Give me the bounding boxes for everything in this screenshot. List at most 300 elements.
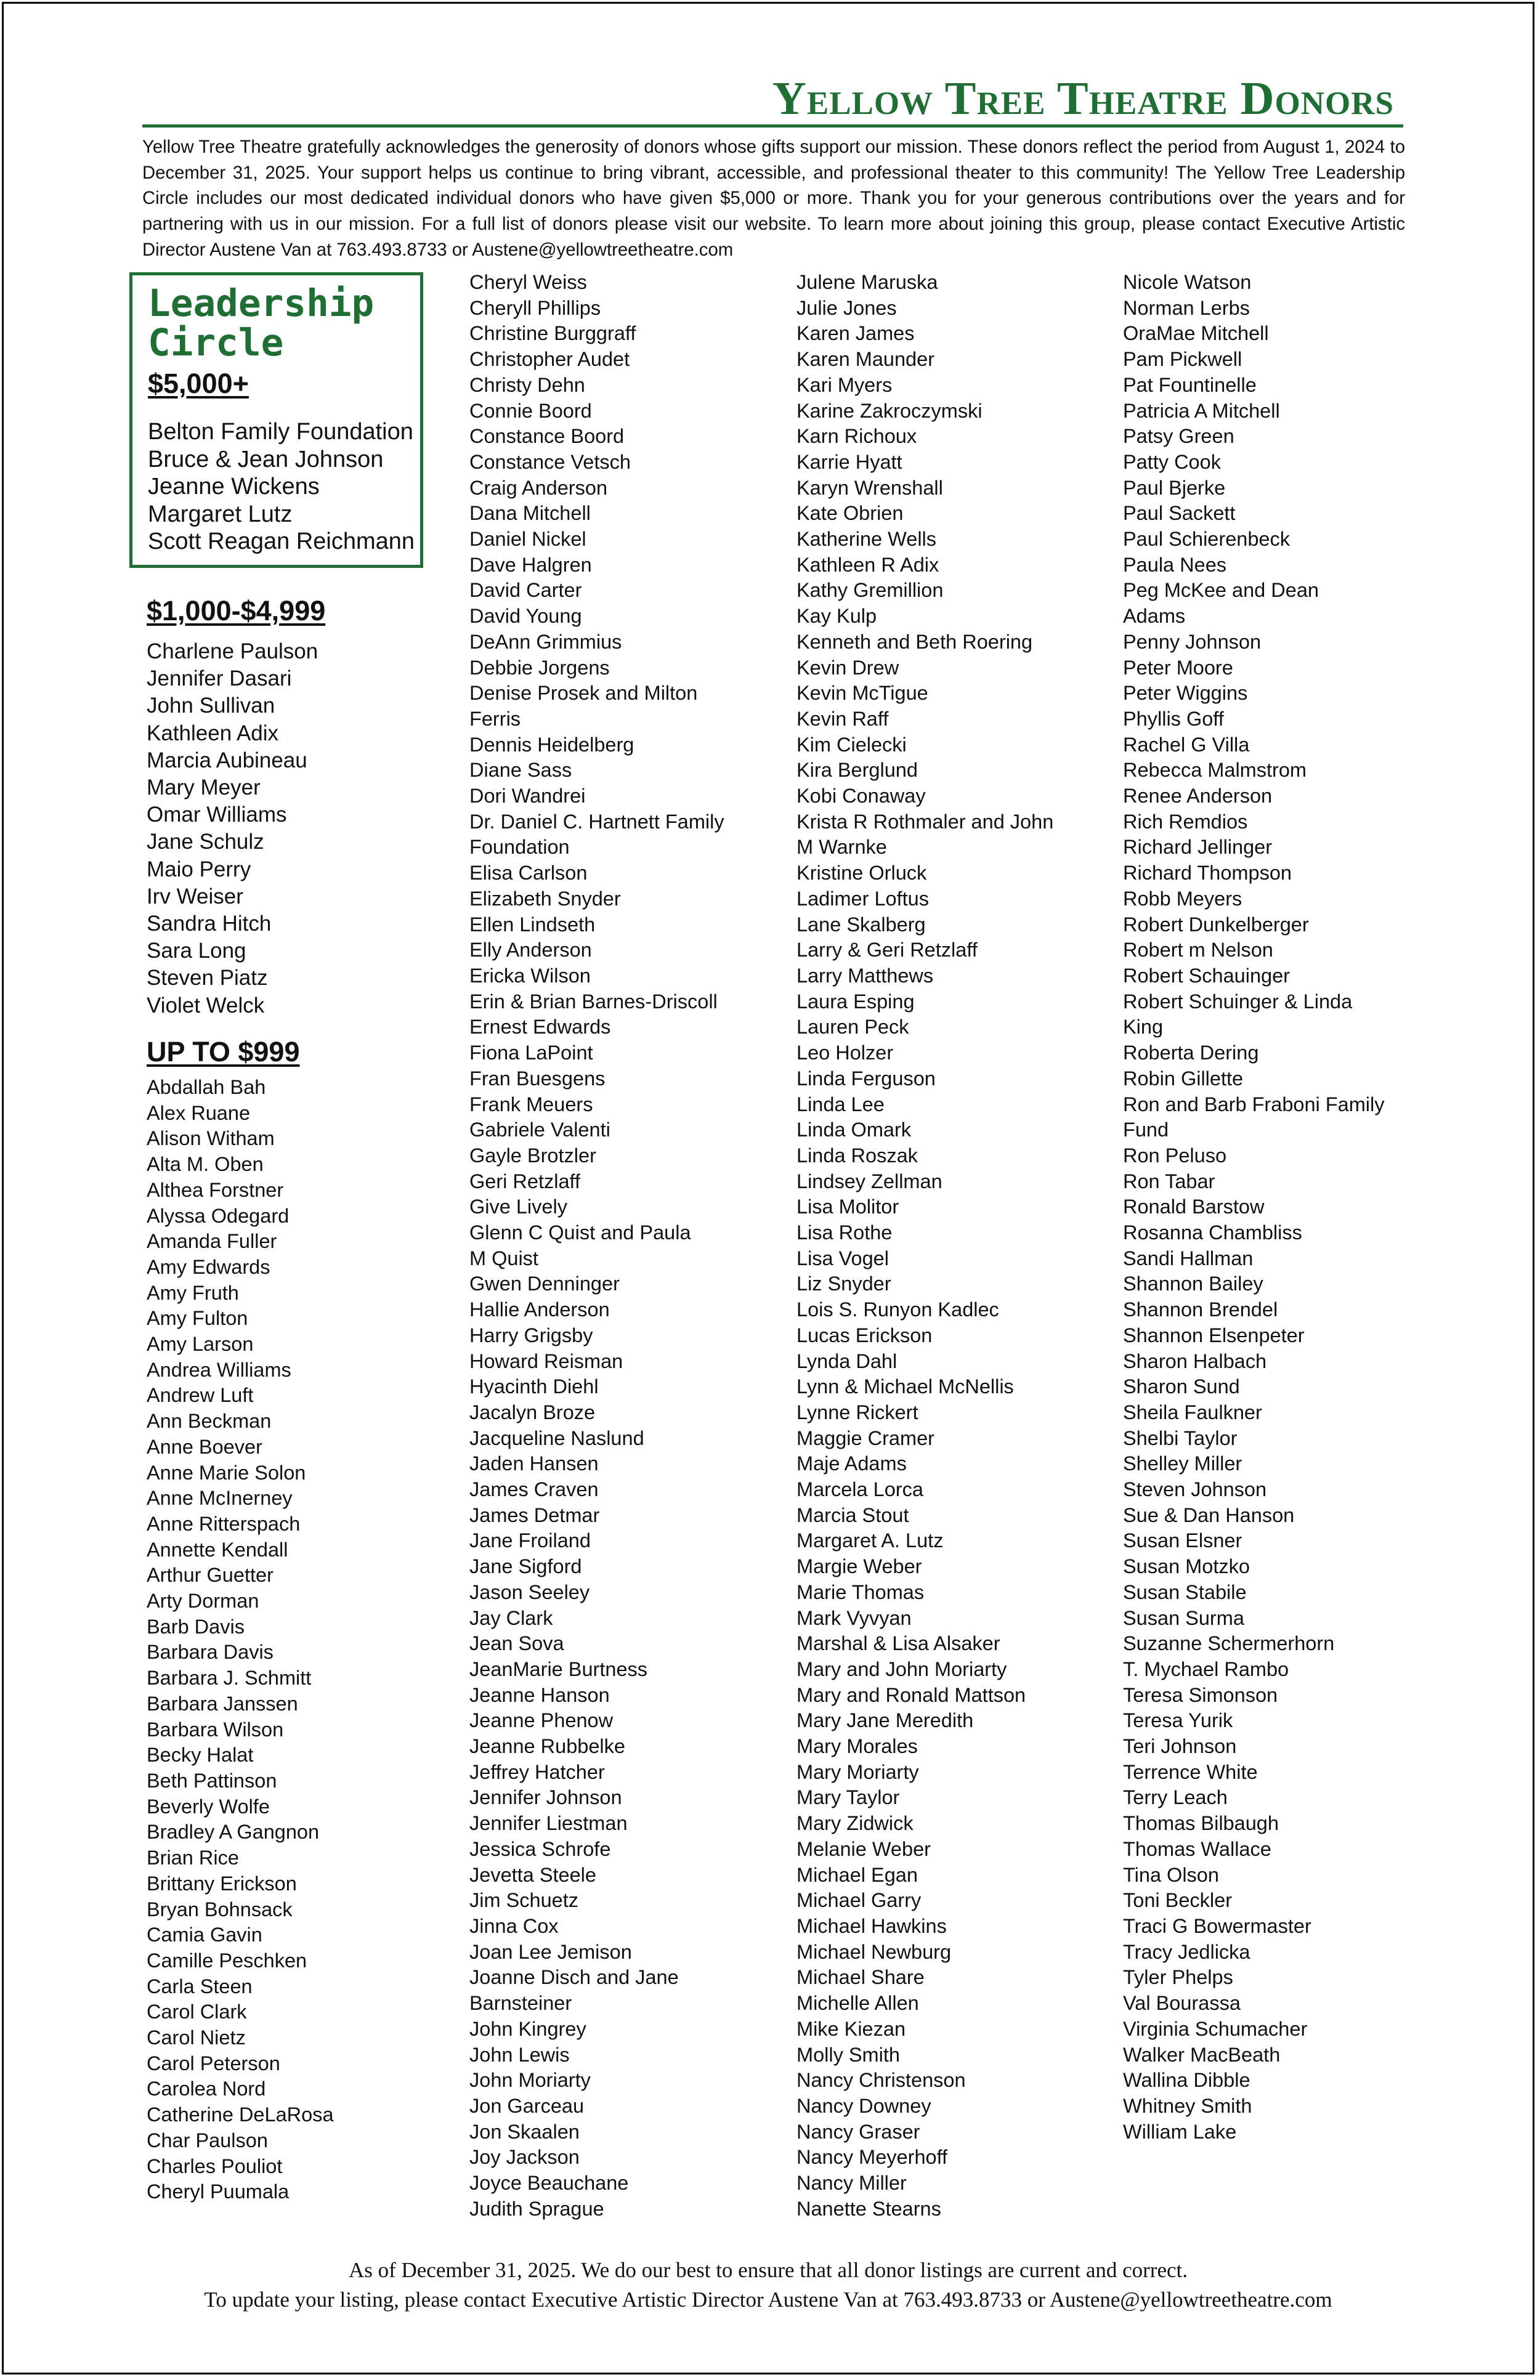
donor-name: Ernest Edwards (469, 1016, 611, 1038)
donor-name: Robert Schauinger (1123, 964, 1290, 987)
intro-paragraph: Yellow Tree Theatre gratefully acknowledges the generosity of donors whose gifts support our mission. These donors reflect the period from August 1, 2024 to December 31, 2025. Your support helps us continue to bring vibrant, accessible, and professional theater to this community! The Yellow Tree Leadership Circle includes our most dedicated individual donors who have given $5,000 or more. Thank you for your generous contributions over the years and for partnering with us in our mission. For a full list of donors please visit our website. To learn more about joining this group, please contact Executive Artistic Director Austene Van at 763.493.8733 or Austene@yellowtreetheatre.com (142, 137, 1405, 260)
donor-name: Kobi Conaway (796, 785, 926, 808)
donor-name: Bryan Bohnsack (147, 1898, 293, 1921)
donor-name: Kate Obrien (796, 502, 904, 525)
donor-name: Alyssa Odegard (147, 1204, 290, 1227)
donor-name: Terrence White (1123, 1760, 1258, 1783)
donor-name: Jennifer Dasari (147, 666, 292, 691)
donor-name: Ann Beckman (147, 1410, 272, 1433)
donor-name: Debbie Jorgens (469, 656, 610, 679)
leadership-circle-box (129, 272, 423, 568)
donor-name: Traci G Bowermaster (1123, 1915, 1311, 1937)
donor-name: DeAnn Grimmius (469, 630, 622, 653)
leadership-title-line2: Circle (148, 321, 284, 365)
donor-name: Kira Berglund (796, 759, 918, 782)
donor-name: Krista R Rothmaler and John (796, 810, 1054, 833)
donor-name: Joyce Beauchane (469, 2172, 629, 2195)
donor-name: Amanda Fuller (147, 1230, 277, 1253)
donor-name: Liz Snyder (796, 1273, 891, 1295)
donor-name: Patty Cook (1123, 450, 1221, 473)
donor-name: Peter Moore (1123, 656, 1233, 679)
donor-name: Robin Gillette (1123, 1067, 1244, 1090)
donor-name: Denise Prosek and Milton (469, 682, 698, 705)
donor-name: Norman Lerbs (1123, 296, 1250, 319)
donor-name: Tyler Phelps (1123, 1966, 1233, 1989)
donor-name: Andrea Williams (147, 1358, 291, 1381)
donor-name: Susan Elsner (1123, 1529, 1242, 1552)
donor-name: Marcela Lorca (796, 1478, 923, 1501)
donor-name: Paul Bjerke (1123, 476, 1226, 499)
donor-name: Hyacinth Diehl (469, 1375, 599, 1398)
donor-name: Sandra Hitch (147, 912, 272, 936)
donor-name: Arthur Guetter (147, 1564, 274, 1587)
donor-name: Amy Larson (147, 1333, 254, 1356)
donor-name: Kevin McTigue (796, 682, 928, 705)
donor-name: Gwen Denninger (469, 1273, 620, 1295)
donor-name: Jane Sigford (469, 1555, 582, 1578)
donor-name: Sandi Hallman (1123, 1247, 1254, 1269)
donor-name: Michael Newburg (796, 1940, 952, 1963)
donor-name: Alison Witham (147, 1127, 275, 1150)
donor-name: Nancy Christenson (796, 2069, 966, 2092)
donor-name: Ron and Barb Fraboni Family (1123, 1093, 1385, 1115)
donor-name: Ellen Lindseth (469, 913, 596, 936)
donor-name: Catherine DeLaRosa (147, 2103, 334, 2126)
donor-name: Scott Reagan Reichmann (148, 528, 415, 555)
donor-name: Ladimer Loftus (796, 887, 929, 910)
donor-name: Barbara J. Schmitt (147, 1667, 312, 1690)
donor-name: Judith Sprague (469, 2197, 604, 2220)
donor-name: Elly Anderson (469, 939, 592, 961)
tier-heading-5000: $5,000+ (148, 368, 249, 399)
donor-name: Jon Garceau (469, 2094, 585, 2117)
donor-name: Lisa Rothe (796, 1221, 893, 1244)
donor-name: Connie Boord (469, 399, 592, 422)
donor-name: Jaden Hansen (469, 1452, 599, 1475)
donor-name: Harry Grigsby (469, 1324, 593, 1346)
donor-name: Pat Fountinelle (1123, 373, 1257, 396)
donor-name: Diane Sass (469, 759, 572, 782)
donor-name: Geri Retzlaff (469, 1170, 581, 1192)
donor-name: Lindsey Zellman (796, 1170, 942, 1192)
donor-name: Althea Forstner (147, 1178, 284, 1201)
donor-name: Michael Egan (796, 1863, 918, 1886)
donor-name: Carol Nietz (147, 2026, 246, 2049)
tier-heading-1000: $1,000-$4,999 (147, 595, 326, 626)
donor-column-1 (147, 1075, 334, 2205)
donor-name: Paul Schierenbeck (1123, 528, 1290, 551)
donor-name: Marcia Stout (796, 1504, 909, 1526)
donor-column-2 (469, 270, 724, 2222)
donor-name: Erin & Brian Barnes-Driscoll (469, 990, 718, 1013)
donor-name: Constance Vetsch (469, 450, 631, 473)
donor-name: Lynne Rickert (796, 1401, 918, 1423)
page-title: Yellow Tree Theatre Donors (772, 73, 1394, 124)
donor-name: Val Bourassa (1123, 1992, 1241, 2015)
donor-name: Lucas Erickson (796, 1324, 933, 1346)
donor-name: Karrie Hyatt (796, 450, 902, 473)
donor-name: Robb Meyers (1123, 887, 1242, 910)
tier-heading-999: UP TO $999 (147, 1036, 300, 1067)
donor-name: Toni Beckler (1123, 1889, 1233, 1912)
donor-name: Arty Dorman (147, 1590, 259, 1613)
donor-name: Wallina Dibble (1123, 2069, 1250, 2092)
donor-name: Amy Fruth (147, 1281, 239, 1304)
donor-name: John Sullivan (147, 694, 275, 718)
donor-name: Patsy Green (1123, 425, 1234, 448)
donor-name: Amy Edwards (147, 1255, 270, 1278)
donor-name: Marshal & Lisa Alsaker (796, 1632, 1000, 1655)
donor-name: Mary Jane Meredith (796, 1709, 974, 1732)
donor-name: Carolea Nord (147, 2078, 266, 2100)
footer-line-1: As of December 31, 2025. We do our best to ensure that all donor listings are current and correct. (348, 2258, 1188, 2282)
donor-name: Lisa Vogel (796, 1247, 889, 1269)
donor-name: Mary Moriarty (796, 1760, 919, 1783)
donor-name: Margaret Lutz (148, 501, 293, 527)
donor-name: Glenn C Quist and Paula (469, 1221, 691, 1244)
donor-name: Robert Dunkelberger (1123, 913, 1309, 936)
donor-name: Howard Reisman (469, 1350, 623, 1372)
donor-name: Sheila Faulkner (1123, 1401, 1262, 1423)
donor-name: Fiona LaPoint (469, 1042, 593, 1064)
donor-name: Annette Kendall (147, 1538, 288, 1561)
donor-name: Peg McKee and Dean (1123, 579, 1319, 602)
donor-name: Amy Fulton (147, 1307, 248, 1330)
donor-name: Camille Peschken (147, 1949, 307, 1972)
donor-name: Jane Froiland (469, 1529, 591, 1552)
donor-name: Kathleen R Adix (796, 553, 939, 576)
donor-name: Robert m Nelson (1123, 939, 1273, 961)
donor-name: Ron Peluso (1123, 1144, 1227, 1167)
donor-name: Rich Remdios (1123, 810, 1248, 833)
donor-name: Richard Thompson (1123, 862, 1292, 884)
donor-name: Elizabeth Snyder (469, 887, 621, 910)
donor-name: Karen Maunder (796, 348, 935, 371)
donor-name: Bruce & Jean Johnson (148, 446, 384, 472)
donor-name: Molly Smith (796, 2043, 900, 2066)
donor-page (2, 2, 1534, 2374)
donor-name: David Carter (469, 579, 582, 602)
donor-name: Brittany Erickson (147, 1872, 297, 1895)
donor-name: Rosanna Chambliss (1123, 1221, 1302, 1244)
donor-name: Marcia Aubineau (147, 748, 307, 772)
donor-name: Dave Halgren (469, 553, 592, 576)
donor-name: Beth Pattinson (147, 1769, 277, 1792)
donor-name: Paula Nees (1123, 553, 1227, 576)
donor-name: Elisa Carlson (469, 862, 588, 884)
donor-name: Larry Matthews (796, 964, 934, 987)
donor-list-1000 (147, 638, 318, 1019)
donor-name: Thomas Bilbaugh (1123, 1812, 1279, 1835)
donor-name: Carol Clark (147, 2001, 247, 2023)
donor-name: Jon Skaalen (469, 2120, 580, 2143)
donor-name: Lane Skalberg (796, 913, 926, 936)
donor-name: Lois S. Runyon Kadlec (796, 1298, 999, 1321)
donor-name: Jennifer Liestman (469, 1812, 628, 1835)
donor-name: Adams (1123, 605, 1186, 628)
donor-name: Carol Peterson (147, 2052, 280, 2074)
donor-name: Maggie Cramer (796, 1427, 934, 1449)
donor-name: Mary Taylor (796, 1786, 900, 1809)
donor-name: Teri Johnson (1123, 1735, 1237, 1758)
donor-name: Barbara Davis (147, 1641, 274, 1664)
donor-name: Dori Wandrei (469, 785, 586, 808)
donor-name: Lisa Molitor (796, 1196, 899, 1218)
donor-name: Lynn & Michael McNellis (796, 1375, 1014, 1398)
donor-name: Katherine Wells (796, 528, 937, 551)
donor-name: Virginia Schumacher (1123, 2017, 1308, 2040)
donor-name: Nancy Meyerhoff (796, 2146, 948, 2169)
donor-name: Brian Rice (147, 1847, 239, 1869)
donor-name: OraMae Mitchell (1123, 322, 1269, 345)
donor-name: Cheryl Puumala (147, 2180, 290, 2203)
donor-name: Jeanne Rubbelke (469, 1735, 625, 1758)
donor-name: Suzanne Schermerhorn (1123, 1632, 1335, 1655)
donor-name: Cheryl Weiss (469, 271, 587, 293)
donor-name: Nancy Downey (796, 2094, 931, 2117)
donor-name: Pam Pickwell (1123, 348, 1242, 371)
donor-name: John Kingrey (469, 2017, 586, 2040)
donor-name: Jacqueline Naslund (469, 1427, 644, 1449)
donor-name: Cheryll Phillips (469, 296, 601, 319)
donor-name: Carla Steen (147, 1975, 253, 1997)
donor-name: Jane Schulz (147, 830, 264, 854)
donor-name: Ronald Barstow (1123, 1196, 1265, 1218)
donor-name: Barb Davis (147, 1615, 245, 1638)
donor-name: Shannon Elsenpeter (1123, 1324, 1305, 1346)
donor-name: Sharon Halbach (1123, 1350, 1267, 1372)
donor-name: Mary Morales (796, 1735, 918, 1758)
donor-name: Becky Halat (147, 1744, 254, 1767)
donor-name: Kathy Gremillion (796, 579, 944, 602)
donor-name: Anne Boever (147, 1435, 262, 1458)
donor-name: Anne McInerney (147, 1487, 293, 1510)
donor-name: Kathleen Adix (147, 721, 279, 745)
donor-name: Kari Myers (796, 373, 893, 396)
donor-name: Mary Zidwick (796, 1812, 914, 1835)
donor-name: Fund (1123, 1119, 1169, 1141)
donor-name: Kevin Drew (796, 656, 899, 679)
donor-name: Hallie Anderson (469, 1298, 610, 1321)
donor-name: Alex Ruane (147, 1101, 251, 1124)
donor-name: Thomas Wallace (1123, 1837, 1271, 1860)
donor-name: Robert Schuinger & Linda (1123, 990, 1353, 1013)
donor-name: Sara Long (147, 939, 246, 963)
donor-name: Jevetta Steele (469, 1863, 596, 1886)
footer-line-2: To update your listing, please contact Executive Artistic Director Austene Van at 763.493.8733 or Austene@yellowtreetheatre.com (204, 2288, 1332, 2312)
donor-name: Mary and John Moriarty (796, 1658, 1007, 1680)
donor-name: Foundation (469, 836, 570, 859)
donor-name: Teresa Yurik (1123, 1709, 1233, 1732)
donor-name: Steven Piatz (147, 966, 268, 990)
donor-name: Barbara Wilson (147, 1718, 284, 1741)
leadership-donor-list (148, 418, 415, 556)
donor-name: Susan Stabile (1123, 1581, 1247, 1603)
donor-name: Jennifer Johnson (469, 1786, 622, 1809)
donor-name: Leo Holzer (796, 1042, 894, 1064)
donor-name: Linda Omark (796, 1119, 912, 1141)
donor-name: Bradley A Gangnon (147, 1821, 320, 1844)
donor-name: Nancy Miller (796, 2172, 907, 2195)
donor-name: Phyllis Goff (1123, 707, 1224, 730)
donor-name: Jeffrey Hatcher (469, 1760, 605, 1783)
donor-name: Ferris (469, 707, 521, 730)
donor-name: Susan Surma (1123, 1606, 1244, 1629)
donor-name: James Detmar (469, 1504, 600, 1526)
donor-name: Anne Marie Solon (147, 1461, 306, 1484)
donor-name: Shelbi Taylor (1123, 1427, 1238, 1449)
donor-name: John Lewis (469, 2043, 570, 2066)
donor-name: Maje Adams (796, 1452, 907, 1475)
donor-name: JeanMarie Burtness (469, 1658, 648, 1680)
title-rule (142, 124, 1403, 127)
donor-name: Julene Maruska (796, 271, 938, 293)
donor-name: King (1123, 1016, 1164, 1038)
donor-name: Ron Tabar (1123, 1170, 1215, 1192)
donor-name: Give Lively (469, 1196, 567, 1218)
donor-name: Constance Boord (469, 425, 625, 448)
donor-name: Mary Meyer (147, 775, 261, 800)
donor-name: Christy Dehn (469, 373, 585, 396)
donor-name: Charlene Paulson (147, 639, 318, 663)
donor-name: Joanne Disch and Jane (469, 1966, 679, 1989)
donor-name: Barbara Janssen (147, 1692, 298, 1715)
leadership-title-line1: Leadership (148, 281, 375, 325)
donor-name: Renee Anderson (1123, 785, 1273, 808)
donor-name: Jeanne Phenow (469, 1709, 614, 1732)
donor-name: Steven Johnson (1123, 1478, 1267, 1501)
donor-name: Marie Thomas (796, 1581, 925, 1603)
donor-name: Irv Weiser (147, 884, 243, 909)
donor-name: Linda Lee (796, 1093, 885, 1115)
donor-name: Sue & Dan Hanson (1123, 1504, 1295, 1526)
donor-name: Barnsteiner (469, 1992, 572, 2015)
donor-name: Laura Esping (796, 990, 915, 1013)
donor-name: Linda Ferguson (796, 1067, 936, 1090)
donor-name: Jason Seeley (469, 1581, 590, 1603)
donor-name: Karyn Wrenshall (796, 476, 943, 499)
donor-name: Frank Meuers (469, 1093, 593, 1115)
donor-name: M Quist (469, 1247, 538, 1269)
footer-note (4, 2256, 1533, 2315)
donor-name: Sharon Sund (1123, 1375, 1240, 1398)
donor-name: Jinna Cox (469, 1915, 559, 1937)
donor-name: Jim Schuetz (469, 1889, 579, 1912)
donor-name: Kim Cielecki (796, 733, 907, 756)
donor-name: Paul Sackett (1123, 502, 1236, 525)
donor-name: Belton Family Foundation (148, 419, 413, 445)
donor-name: James Craven (469, 1478, 599, 1501)
donor-name: Dennis Heidelberg (469, 733, 634, 756)
donor-name: Rachel G Villa (1123, 733, 1250, 756)
donor-name: Mary and Ronald Mattson (796, 1683, 1026, 1706)
donor-name: Larry & Geri Retzlaff (796, 939, 978, 961)
donor-name: Teresa Simonson (1123, 1683, 1278, 1706)
donor-name: Craig Anderson (469, 476, 608, 499)
donor-name: Peter Wiggins (1123, 682, 1248, 705)
donor-name: Patricia A Mitchell (1123, 399, 1280, 422)
donor-name: Dr. Daniel C. Hartnett Family (469, 810, 724, 833)
donor-name: Joy Jackson (469, 2146, 580, 2169)
donor-name: M Warnke (796, 836, 887, 859)
donor-name: Kenneth and Beth Roering (796, 630, 1033, 653)
donor-name: Walker MacBeath (1123, 2043, 1281, 2066)
donor-name: Shelley Miller (1123, 1452, 1242, 1475)
donor-name: Abdallah Bah (147, 1076, 266, 1098)
donor-name: Lynda Dahl (796, 1350, 898, 1372)
donor-name: Tina Olson (1123, 1863, 1219, 1886)
donor-name: Michael Share (796, 1966, 925, 1989)
donor-name: Julie Jones (796, 296, 897, 319)
donor-name: Michael Hawkins (796, 1915, 947, 1937)
donor-name: Kevin Raff (796, 707, 889, 730)
donor-name: Kristine Orluck (796, 862, 927, 884)
donor-name: Tracy Jedlicka (1123, 1940, 1250, 1963)
donor-name: Jean Sova (469, 1632, 564, 1655)
donor-name: Omar Williams (147, 803, 287, 827)
donor-name: Margie Weber (796, 1555, 922, 1578)
donor-name: T. Mychael Rambo (1123, 1658, 1289, 1680)
donor-name: Shannon Bailey (1123, 1273, 1263, 1295)
donor-name: Anne Ritterspach (147, 1512, 301, 1535)
donor-name: Michael Garry (796, 1889, 922, 1912)
donor-name: Char Paulson (147, 2129, 268, 2151)
donor-name: Ericka Wilson (469, 964, 591, 987)
donor-name: Lauren Peck (796, 1016, 909, 1038)
donor-name: Jay Clark (469, 1606, 553, 1629)
donor-name: Shannon Brendel (1123, 1298, 1278, 1321)
donor-name: Nanette Stearns (796, 2197, 941, 2220)
donor-name: Alta M. Oben (147, 1153, 264, 1176)
donor-name: Jeanne Hanson (469, 1683, 610, 1706)
donor-name: Whitney Smith (1123, 2094, 1252, 2117)
donor-name: William Lake (1123, 2120, 1237, 2143)
donor-name: David Young (469, 605, 582, 628)
donor-name: Gayle Brotzler (469, 1144, 596, 1167)
donor-name: Andrew Luft (147, 1384, 254, 1407)
donor-name: Jacalyn Broze (469, 1401, 596, 1423)
donor-name: Kay Kulp (796, 605, 877, 628)
donor-name: Karn Richoux (796, 425, 917, 448)
donor-column-3 (796, 270, 1053, 2222)
donor-name: Nancy Graser (796, 2120, 920, 2143)
donor-column-4 (1123, 270, 1385, 2145)
donor-name: Terry Leach (1123, 1786, 1228, 1809)
donor-name: Karen James (796, 322, 915, 345)
leadership-circle-title (148, 281, 375, 365)
donor-name: Christopher Audet (469, 348, 630, 371)
donor-name: Maio Perry (147, 857, 251, 881)
donor-name: John Moriarty (469, 2069, 591, 2092)
donor-name: Jessica Schrofe (469, 1837, 611, 1860)
donor-name: Roberta Dering (1123, 1042, 1259, 1064)
donor-name: Margaret A. Lutz (796, 1529, 944, 1552)
donor-name: Gabriele Valenti (469, 1119, 610, 1141)
donor-name: Linda Roszak (796, 1144, 918, 1167)
donor-name: Camia Gavin (147, 1924, 262, 1946)
donor-name: Jeanne Wickens (148, 474, 320, 500)
donor-name: Mike Kiezan (796, 2017, 906, 2040)
donor-name: Fran Buesgens (469, 1067, 606, 1090)
donor-name: Michelle Allen (796, 1992, 919, 2015)
donor-name: Susan Motzko (1123, 1555, 1250, 1578)
donor-name: Dana Mitchell (469, 502, 591, 525)
donor-name: Melanie Weber (796, 1837, 931, 1860)
donor-name: Mark Vyvyan (796, 1606, 912, 1629)
donor-name: Richard Jellinger (1123, 836, 1273, 859)
donor-name: Nicole Watson (1123, 271, 1252, 293)
donor-name: Violet Welck (147, 993, 265, 1018)
